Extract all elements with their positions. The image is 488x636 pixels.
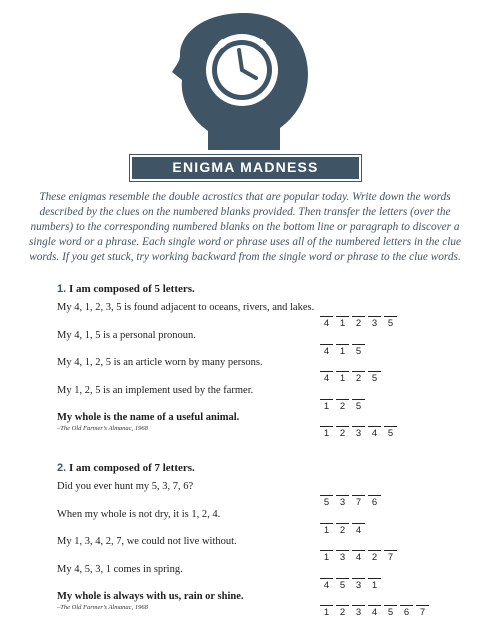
answer-blank[interactable]: 2 [336, 399, 349, 412]
answer-blank[interactable]: 5 [384, 426, 397, 439]
clue-row [57, 535, 427, 563]
answer-blank[interactable]: 1 [320, 605, 333, 618]
clue-row [57, 329, 427, 357]
head-silhouette-with-clock-icon [0, 0, 488, 150]
answer-blanks[interactable] [320, 495, 384, 508]
whole-clue-text: My whole is always with us, rain or shine. [57, 591, 244, 602]
answer-blank[interactable]: 5 [384, 316, 397, 329]
clue-row [57, 508, 427, 536]
answer-blank[interactable]: 3 [336, 495, 349, 508]
answer-blanks[interactable] [320, 605, 432, 618]
title-banner [129, 154, 362, 182]
answer-blank[interactable]: 4 [320, 371, 333, 384]
answer-blanks[interactable] [320, 344, 368, 357]
clue-row [57, 411, 427, 439]
answer-blank[interactable]: 1 [336, 344, 349, 357]
answer-blank[interactable]: 7 [352, 495, 365, 508]
answer-blank[interactable]: 3 [368, 316, 381, 329]
answer-blank[interactable]: 1 [320, 550, 333, 563]
clue-row [57, 301, 427, 329]
answer-blanks[interactable] [320, 371, 384, 384]
clue-text: When my whole is not dry, it is 1, 2, 4. [57, 508, 221, 520]
answer-blank[interactable]: 5 [352, 399, 365, 412]
puzzle-title [57, 283, 427, 297]
clue-row [57, 480, 427, 508]
answer-blank[interactable]: 1 [320, 426, 333, 439]
clue-text: My 4, 5, 3, 1 comes in spring. [57, 563, 183, 575]
answer-blank[interactable]: 3 [352, 578, 365, 591]
answer-blank[interactable]: 2 [336, 523, 349, 536]
answer-blank[interactable]: 2 [352, 371, 365, 384]
answer-blanks[interactable] [320, 550, 400, 563]
answer-blank[interactable]: 6 [400, 605, 413, 618]
puzzle-1 [57, 283, 427, 439]
answer-blank[interactable]: 1 [336, 316, 349, 329]
answer-blank[interactable]: 2 [368, 550, 381, 563]
answer-blank[interactable]: 5 [368, 371, 381, 384]
puzzle-title-text: I am composed of 7 letters. [68, 462, 195, 474]
clue-text: My 4, 1, 2, 5 is an article worn by many persons. [57, 357, 263, 368]
answer-blank[interactable]: 1 [336, 371, 349, 384]
whole-clue-text: My whole is the name of a useful animal. [57, 412, 240, 423]
answer-blanks[interactable] [320, 316, 400, 329]
answer-blank[interactable]: 4 [368, 605, 381, 618]
answer-blank[interactable]: 5 [384, 605, 397, 618]
page-title: ENIGMA MADNESS [132, 157, 359, 179]
answer-blank[interactable]: 2 [336, 426, 349, 439]
puzzle-number: 2. [57, 462, 67, 474]
source-credit: –The Old Farmer’s Almanac, 1968 [57, 425, 148, 432]
answer-blanks[interactable] [320, 578, 384, 591]
clue-row [57, 356, 427, 384]
answer-blank[interactable]: 1 [320, 523, 333, 536]
puzzle-2 [57, 462, 427, 618]
answer-blank[interactable]: 7 [416, 605, 429, 618]
answer-blank[interactable]: 3 [352, 605, 365, 618]
answer-blank[interactable]: 4 [352, 523, 365, 536]
answer-blank[interactable]: 5 [336, 578, 349, 591]
answer-blank[interactable]: 3 [352, 426, 365, 439]
clue-row [57, 384, 427, 412]
answer-blanks[interactable] [320, 399, 368, 412]
answer-blank[interactable]: 6 [368, 495, 381, 508]
answer-blank[interactable]: 7 [384, 550, 397, 563]
answer-blank[interactable]: 5 [320, 495, 333, 508]
clue-text: My 4, 1, 2, 3, 5 is found adjacent to oceans, rivers, and lakes. [57, 302, 315, 313]
answer-blank[interactable]: 4 [320, 316, 333, 329]
clue-text: My 1, 3, 4, 2, 7, we could not live without. [57, 536, 237, 547]
clue-row [57, 563, 427, 591]
answer-blank[interactable]: 4 [352, 550, 365, 563]
puzzle-title-text: I am composed of 5 letters. [68, 283, 195, 295]
puzzle-number: 1. [57, 283, 67, 295]
answer-blank[interactable]: 5 [352, 344, 365, 357]
answer-blank[interactable]: 1 [368, 578, 381, 591]
instructions: These enigmas resemble the double acrostics that are popular today. Write down the words described by the clues on the numbered blanks provided. Then transfer the letters (over the numbers) to the corresponding numbered blanks on the bottom line or paragraph to discover a single word or a phrase. Each single word or phrase uses all of the numbered letters in the clue words. If you get stuck, try working backward from the single word or phrase to the clue words. [28, 191, 462, 263]
answer-blank[interactable]: 3 [336, 550, 349, 563]
clue-text: Did you ever hunt my 5, 3, 7, 6? [57, 481, 194, 492]
answer-blank[interactable]: 4 [320, 578, 333, 591]
answer-blank[interactable]: 2 [336, 605, 349, 618]
answer-blanks[interactable] [320, 426, 400, 439]
answer-blank[interactable]: 4 [320, 344, 333, 357]
clue-text: My 1, 2, 5 is an implement used by the farmer. [57, 384, 254, 396]
answer-blank[interactable]: 4 [368, 426, 381, 439]
source-credit: –The Old Farmer’s Almanac, 1968 [57, 604, 148, 611]
answer-blanks[interactable] [320, 523, 368, 536]
answer-blank[interactable]: 2 [352, 316, 365, 329]
answer-blank[interactable]: 1 [320, 399, 333, 412]
clue-text: My 4, 1, 5 is a personal pronoun. [57, 329, 196, 341]
puzzle-title [57, 462, 427, 476]
clue-row [57, 590, 427, 618]
